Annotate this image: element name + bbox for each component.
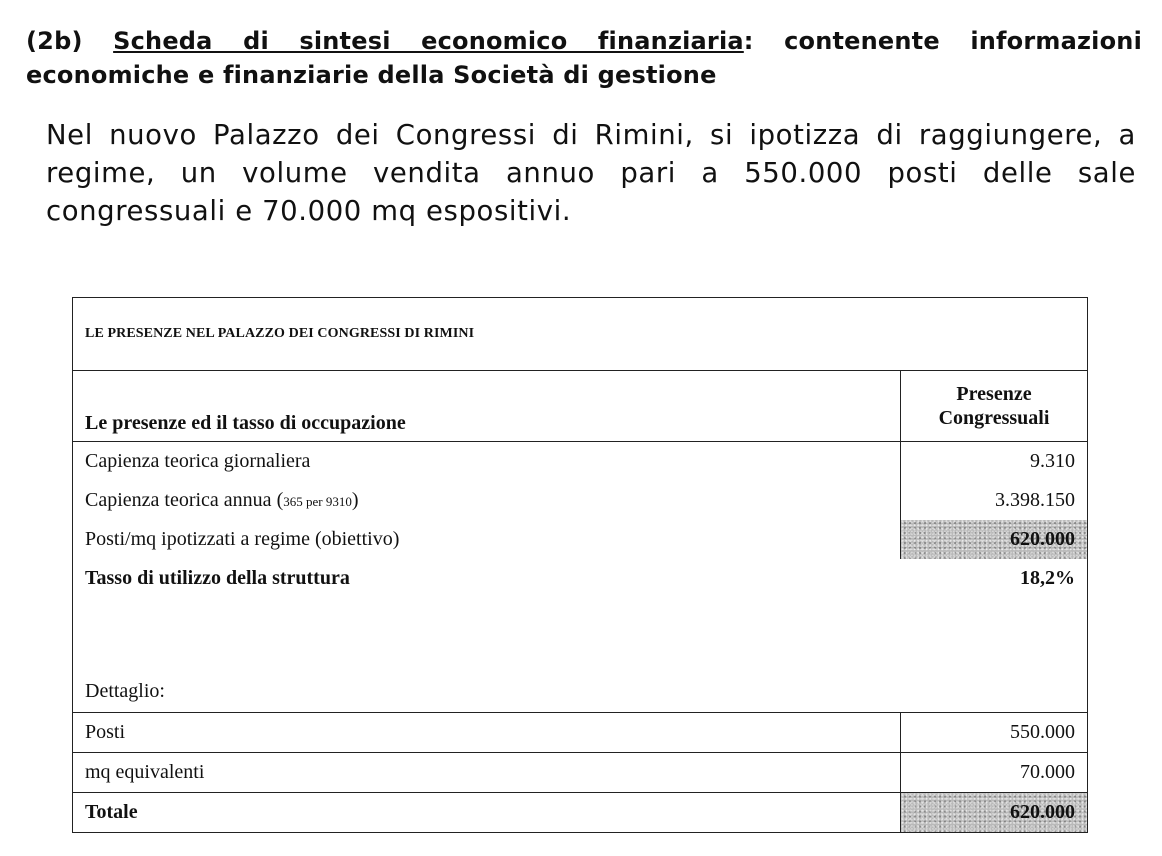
row-label-note: 365 per 9310: [283, 494, 352, 509]
detail-label: Dettaglio:: [73, 670, 901, 713]
row-value-highlighted: 620.000: [901, 520, 1088, 559]
table-row: [73, 442, 1088, 482]
row-label: Capienza teorica giornaliera: [73, 442, 901, 482]
section-number: (2b): [26, 27, 83, 55]
section-title-underlined: Scheda di sintesi economico finanziaria: [113, 27, 744, 55]
row-label: Posti/mq ipotizzati a regime (obiettivo): [73, 520, 901, 559]
row-label-text: Capienza teorica annua (: [85, 489, 284, 511]
spacer-cell: [73, 598, 901, 670]
table-row: [73, 559, 1088, 598]
row-value: 9.310: [901, 442, 1088, 482]
row-value: 18,2%: [901, 559, 1088, 598]
row-value: 3.398.150: [901, 481, 1088, 520]
detail-row: [73, 713, 1088, 753]
row-label: [73, 481, 901, 520]
spacer-cell: [901, 670, 1088, 713]
total-label: Totale: [73, 793, 901, 833]
row-label: Tasso di utilizzo della struttura: [73, 559, 901, 598]
detail-row-label: Posti: [73, 713, 901, 753]
presence-table: [72, 297, 1088, 833]
column-header-line1: Presenze: [956, 383, 1032, 405]
section-title-rest: : contenente informazioni economiche e finanziarie della Società di gestione: [26, 27, 1142, 89]
total-value: 620.000: [901, 793, 1088, 833]
spacer-cell: [901, 598, 1088, 670]
detail-row-value: 70.000: [901, 753, 1088, 793]
detail-row-total: [73, 793, 1088, 833]
column-header-line2: Congressuali: [938, 407, 1050, 429]
row-label-close: ): [351, 489, 359, 511]
table-header-label: Le presenze ed il tasso di occupazione: [73, 371, 901, 442]
table-title: LE PRESENZE NEL PALAZZO DEI CONGRESSI DI RIMINI: [73, 298, 1088, 371]
intro-paragraph: Nel nuovo Palazzo dei Congressi di Rimini, si ipotizza di raggiungere, a regime, un volume vendita annuo pari a 550.000 posti delle sale congressuali e 70.000 mq espositivi.: [46, 119, 1136, 227]
table-row: [73, 481, 1088, 520]
section-heading: [26, 24, 1142, 92]
detail-row: [73, 753, 1088, 793]
table-column-header: [901, 371, 1088, 442]
detail-row-label: mq equivalenti: [73, 753, 901, 793]
table-row: [73, 520, 1088, 559]
detail-row-value: 550.000: [901, 713, 1088, 753]
